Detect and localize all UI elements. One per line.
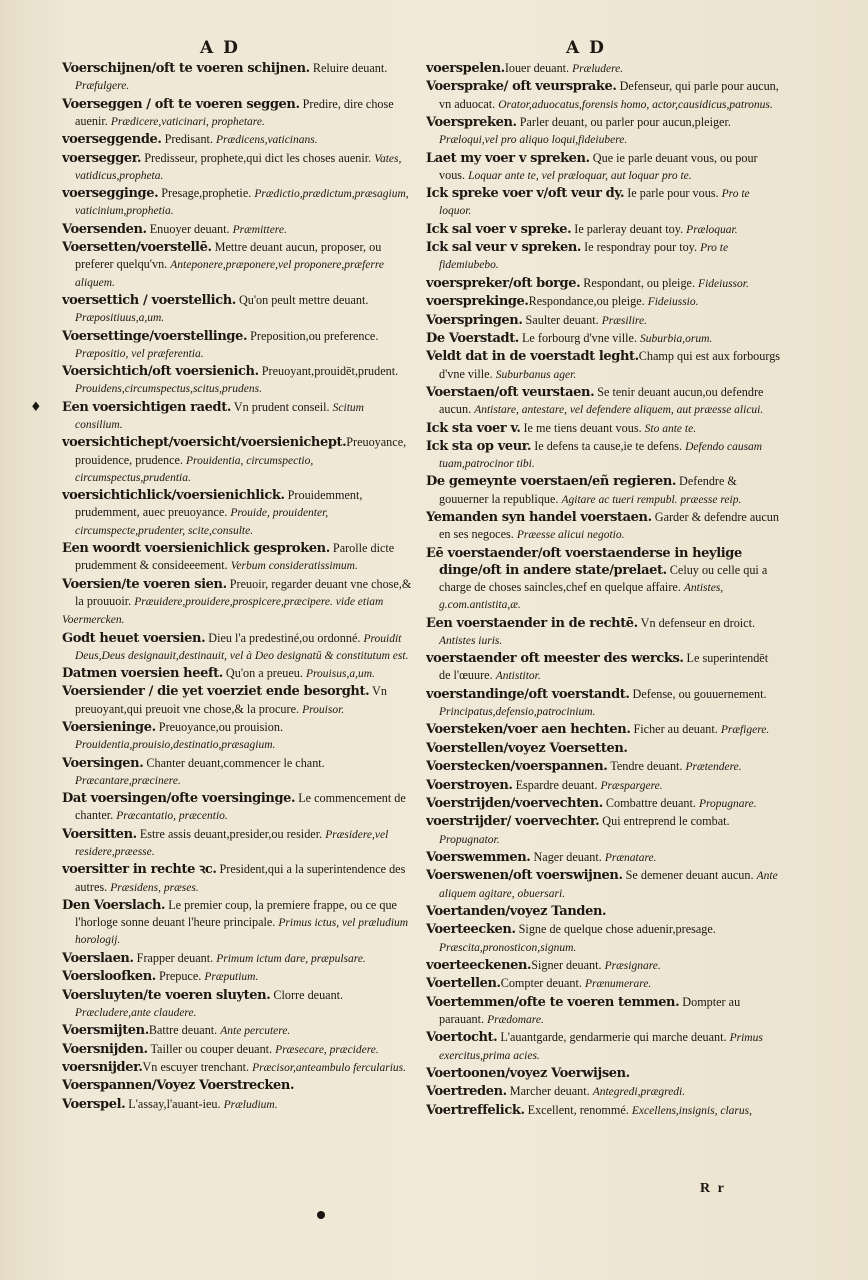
dictionary-entry: [426, 509, 782, 543]
entry-latin: Præsidens, præses.: [110, 881, 199, 894]
entry-headword: Ick sal veur v spreken.: [426, 240, 582, 256]
entry-french: Le forbourg d'vne ville.: [518, 330, 641, 345]
entry-headword: Laet my voer v spreken.: [426, 150, 590, 166]
entry-headword: Voersteken/voer aen hechten.: [426, 722, 631, 738]
margin-mark-icon: ♦: [30, 400, 42, 415]
dictionary-entry: [62, 487, 412, 539]
dictionary-entry: [62, 950, 412, 967]
dictionary-entry: [62, 328, 412, 362]
entry-french: Vn prudent conseil.: [230, 399, 333, 414]
entry-headword: Voersien/te voeren sien.: [62, 576, 227, 592]
entry-latin: Prouidit Deus,Deus designauit,destinauit, vel à Deo designatū & constitutum est.: [75, 632, 409, 662]
entry-french: Preuoir, regarder deuant vne chose,& la prouuoir.: [75, 576, 412, 608]
entry-latin: Prouidentia, circumspectio, circumspectus,prudentia.: [75, 454, 314, 484]
entry-headword: voerstandinge/oft voerstandt.: [426, 686, 630, 702]
entry-french: Frapper deuant.: [133, 950, 217, 965]
entry-french: Ie parleray deuant toy.: [571, 221, 687, 236]
entry-french: Preuoyance, prouidence, prudence.: [75, 435, 407, 467]
entry-headword: Voerswemmen.: [426, 850, 531, 865]
entry-headword: voerstaender oft meester des wercks.: [426, 651, 684, 667]
entry-latin: Prædicere,vaticinari, prophetare.: [110, 115, 265, 128]
dictionary-entry: [426, 1102, 782, 1119]
dictionary-entry: [426, 384, 782, 418]
entry-french: Presage,prophetie.: [158, 186, 255, 201]
entry-latin: Præfigere.: [720, 724, 770, 737]
dictionary-entry: [426, 185, 782, 219]
entry-french: Estre assis deuant,presider,ou resider.: [136, 826, 326, 841]
entry-french: Prouidemment, prudemment, auec preuoyance.: [75, 488, 363, 520]
entry-headword: Voersloofken.: [62, 969, 156, 985]
entry-headword: voersichtichlick/voersienichlick.: [62, 488, 285, 504]
entry-latin: Pro te fidemiubebo.: [439, 242, 729, 272]
entry-french: Signer deuant.: [531, 957, 605, 972]
entry-latin: Prouidens,circumspectus,scitus,prudens.: [75, 383, 262, 396]
entry-headword: Voerstaen/oft veurstaen.: [426, 384, 595, 400]
entry-headword: voerstrijder/ voervechter.: [426, 814, 600, 830]
entry-headword: Voertreffelick.: [426, 1102, 525, 1118]
right-column: [426, 60, 782, 1190]
entry-latin: Vates, vatidicus,propheta.: [75, 152, 402, 182]
entry-latin: Ante aliquem agitare, obuersari.: [439, 870, 778, 900]
entry-headword: Voerspel.: [62, 1096, 126, 1112]
entry-latin: Præludere.: [572, 63, 624, 75]
entry-latin: Verbum consideratissimum.: [230, 560, 358, 573]
entry-french: Vn defenseur en droict.: [637, 615, 756, 630]
dictionary-entry: [426, 867, 782, 901]
entry-headword: voerseggende.: [62, 132, 162, 148]
dictionary-entry: [426, 813, 782, 847]
entry-latin: Præuidere,prouidere,prospicere,præcipere. vide etiam: [134, 595, 384, 608]
dictionary-entry: [62, 1041, 412, 1058]
dictionary-entry: [62, 576, 412, 610]
entry-headword: Voerspannen/Voyez Voerstrecken.: [62, 1078, 295, 1094]
dictionary-entry: [62, 630, 412, 664]
entry-french: Vn preuoyant,qui preuoit vne chose,& la procure.: [75, 684, 387, 716]
entry-latin: Præludium.: [223, 1098, 278, 1111]
entry-headword: voersitter in rechte ꝛc.: [62, 862, 217, 878]
entry-headword: Voertemmen/ofte te voeren temmen.: [426, 994, 680, 1010]
entry-latin: Sto ante te.: [644, 422, 697, 435]
entry-latin: Voermercken.: [62, 614, 125, 627]
entry-headword: De Voerstadt.: [426, 330, 519, 346]
entry-latin: Præcantare,præcinere.: [75, 774, 181, 787]
entry-french: Dieu l'a predestiné,ou ordonné.: [205, 630, 364, 645]
dictionary-entry: [62, 239, 412, 291]
entry-headword: Voertanden/voyez Tanden.: [426, 903, 607, 919]
entry-headword: Voersprake/ oft veursprake.: [426, 79, 617, 95]
entry-headword: Een voersichtigen raedt.: [62, 399, 231, 415]
dictionary-entry: [426, 114, 782, 148]
entry-headword: Ick sta voer v.: [426, 420, 521, 436]
entry-french: Le commencement de chanter.: [75, 791, 406, 823]
entry-latin: Defendo causam tuam,patrocinor tibi.: [439, 440, 763, 471]
entry-latin: Antistes, g.com.antistita,æ.: [439, 582, 724, 612]
entry-french: Le superintendēt de l'œuure.: [439, 651, 769, 683]
dictionary-entry: [426, 545, 782, 614]
dictionary-entry: [426, 1065, 782, 1082]
dictionary-entry: [62, 96, 412, 130]
dictionary-entry: [426, 78, 782, 112]
entry-french: L'auantgarde, gendarmerie qui marche deuant.: [497, 1030, 730, 1045]
entry-french: Predisseur, prophete,qui dict les choses auenir.: [141, 150, 375, 165]
entry-latin: Prouisus,a,um.: [305, 668, 375, 681]
dictionary-entry: [62, 719, 412, 753]
entry-latin: Scitum consilium.: [75, 401, 364, 431]
dictionary-entry: [426, 957, 782, 974]
entry-french: Ie me tiens deuant vous.: [520, 420, 645, 435]
dictionary-entry: [62, 131, 412, 148]
entry-headword: Voerteecken.: [426, 922, 516, 938]
entry-latin: Præsignare.: [604, 959, 661, 972]
dictionary-entry: [62, 221, 412, 238]
entry-latin: Propugnator.: [439, 833, 500, 846]
entry-latin: Prouisor.: [302, 703, 345, 716]
entry-latin: Præputium.: [204, 971, 259, 984]
entry-french: Ie parle pour vous.: [624, 186, 722, 201]
entry-french: Celuy ou celle qui a charge de choses saincles,chef en quelque affaire.: [439, 562, 768, 595]
dictionary-entry: [426, 994, 782, 1028]
entry-latin: Antistare, antestare, vel defendere aliquem, aut præesse alicui.: [474, 404, 764, 417]
entry-headword: Voersieninge.: [62, 720, 156, 736]
dictionary-entry: [62, 1059, 412, 1076]
entry-french: Defendre & gouuerner la republique.: [439, 474, 737, 506]
dictionary-entry: [426, 293, 782, 310]
entry-headword: Voerseggen / oft te voeren seggen.: [62, 96, 300, 112]
entry-french: Espardre deuant.: [512, 777, 601, 792]
entry-headword: Voersnijden.: [62, 1041, 148, 1057]
entry-french: Tailler ou couper deuant.: [147, 1041, 276, 1056]
entry-french: Se demener deuant aucun.: [622, 868, 757, 883]
entry-headword: Voerstellen/voyez Voersetten.: [426, 740, 628, 756]
entry-french: Nager deuant.: [530, 850, 605, 864]
dictionary-entry: [426, 615, 782, 649]
entry-french: Enuoyer deuant.: [146, 221, 233, 236]
entry-french: Preuoyant,prouidēt,prudent.: [258, 364, 399, 379]
entry-french: Excellent, renommé.: [524, 1102, 632, 1117]
entry-latin: Præloquar.: [686, 223, 738, 236]
entry-french: Respondant, ou pleige.: [580, 275, 699, 290]
entry-latin: Prædictio,prædictum,præsagium, vaticinium,prophetia.: [75, 188, 409, 218]
entry-latin: Præspargere.: [600, 779, 663, 792]
dictionary-entry: [426, 239, 782, 273]
dictionary-entry: [426, 650, 782, 684]
entry-latin: Antistitor.: [495, 670, 541, 683]
entry-latin: Antistes iuris.: [439, 634, 503, 647]
dictionary-entry: [62, 755, 412, 789]
entry-french: Chanter deuant,commencer le chant.: [143, 755, 325, 770]
entry-latin: Prædomare.: [487, 1013, 544, 1026]
entry-french: Dompter au parauant.: [439, 994, 741, 1026]
dictionary-entry: [426, 1083, 782, 1100]
entry-latin: Præesse alicui negotio.: [516, 529, 625, 542]
entry-french: Vn escuyer trenchant.: [142, 1060, 253, 1074]
entry-french: Clorre deuant.: [270, 987, 344, 1002]
entry-headword: Een voerstaender in de rechtē.: [426, 615, 638, 631]
entry-latin: Præpositio, vel præferentia.: [75, 347, 204, 360]
dictionary-entry: [62, 363, 412, 397]
dictionary-entry: [62, 150, 412, 184]
entry-headword: voerspelen.: [426, 61, 505, 76]
entry-headword: Voersetten/voerstellē.: [62, 240, 212, 256]
entry-french: Garder & defendre aucun en ses negoces.: [439, 510, 779, 542]
entry-french: Preuoyance,ou prouision.: [155, 720, 284, 735]
dictionary-entry: [426, 438, 782, 472]
entry-latin: Agitare ac tueri rempubl. præesse reip.: [561, 493, 742, 506]
dictionary-entry: [426, 903, 782, 920]
entry-headword: Voersenden.: [62, 221, 147, 237]
entry-french: Que ie parle deuant vous, ou pour vous.: [439, 150, 758, 182]
entry-headword: Voerstroyen.: [426, 777, 513, 793]
dictionary-entry: [426, 1029, 782, 1063]
entry-french: Ie defens ta cause,ie te defens.: [531, 438, 686, 453]
dictionary-entry: [62, 1096, 412, 1113]
dictionary-entry: [426, 921, 782, 955]
entry-french: Ficher au deuant.: [630, 722, 721, 737]
entry-latin: Propugnare.: [698, 798, 757, 811]
dictionary-entry: [62, 185, 412, 219]
dictionary-entry: [426, 686, 782, 720]
entry-headword: Godt heuet voersien.: [62, 630, 206, 646]
entry-french: Saulter deuant.: [522, 312, 602, 327]
entry-headword: Dat voersingen/ofte voersinginge.: [62, 791, 296, 807]
dictionary-entry: [62, 1022, 412, 1039]
entry-french: Champ qui est aux forbourgs d'vne ville.: [439, 349, 781, 381]
entry-french: Iouer deuant.: [504, 61, 573, 75]
entry-headword: De gemeynte voerstaen/eñ regieren.: [426, 474, 676, 490]
dictionary-entry: [62, 968, 412, 985]
entry-french: Compter deuant.: [500, 976, 585, 991]
entry-latin: Primus ictus, vel præludium horologij.: [75, 917, 409, 947]
signature-mark: R r: [700, 1181, 726, 1196]
left-column: [62, 60, 412, 1190]
entry-headword: Veldt dat in de voerstadt leght.: [426, 349, 639, 365]
entry-headword: Voerslaen.: [62, 950, 134, 966]
entry-latin: Ante percutere.: [220, 1025, 291, 1038]
entry-latin: Prouidentia,prouisio,destinatio,præsagium.: [75, 739, 276, 752]
dictionary-entry: [62, 399, 412, 433]
dictionary-entry: [426, 721, 782, 738]
dictionary-entry: [426, 348, 782, 382]
entry-latin: Prænatare.: [604, 852, 657, 864]
dictionary-entry: [426, 312, 782, 329]
entry-latin: Orator,aduocatus,forensis homo, actor,causidicus,patronus.: [498, 98, 773, 111]
entry-latin: Præcisor,anteambulo fercularius.: [252, 1062, 407, 1074]
entry-latin: Suburbia,orum.: [640, 332, 713, 345]
entry-headword: Voerschijnen/oft te voeren schijnen.: [62, 61, 310, 76]
entry-french: Qui entreprend le combat.: [599, 814, 730, 829]
entry-headword: Voerstecken/voerspannen.: [426, 759, 608, 775]
dictionary-entry: [426, 221, 782, 238]
dictionary-entry: [426, 849, 782, 866]
entry-headword: Voersingen.: [62, 755, 144, 771]
entry-headword: Voersluyten/te voeren sluyten.: [62, 987, 271, 1003]
entry-french: Mettre deuant aucun, proposer, ou preferer quelqu'vn.: [75, 240, 382, 272]
running-header: [0, 38, 868, 62]
entry-latin: Loquar ante te, vel præloquar, aut loquar pro te.: [468, 169, 692, 182]
entry-french: Parler deuant, ou parler pour aucun,pleiger.: [516, 114, 731, 129]
entry-latin: Antegredi,prægredi.: [592, 1086, 686, 1099]
entry-headword: Voerstrijden/voervechten.: [426, 796, 603, 812]
entry-latin: Præsecare, præcidere.: [275, 1043, 379, 1056]
dictionary-entry: [426, 975, 782, 992]
entry-latin: Pro te loquor.: [439, 188, 750, 218]
entry-french: Reluire deuant.: [309, 61, 388, 75]
entry-french: Preposition,ou preference.: [247, 328, 379, 343]
entry-french: Defense, ou gouuernement.: [629, 686, 767, 701]
entry-latin: Fideiussor.: [698, 277, 749, 290]
dictionary-entry: [426, 420, 782, 437]
entry-french: Predire, dire chose auenir.: [75, 96, 394, 128]
entry-headword: voerteeckenen.: [426, 957, 532, 973]
entry-headword: Een woordt voersienichlick gesproken.: [62, 540, 330, 556]
entry-french: President,qui a la superintendence des autres.: [75, 862, 406, 894]
dictionary-entry: [62, 292, 412, 326]
dictionary-entry: [62, 861, 412, 895]
entry-latin: Primum ictum dare, præpulsare.: [216, 952, 366, 965]
dictionary-entry: [62, 683, 412, 717]
entry-latin: Præfulgere.: [75, 80, 130, 93]
entry-headword: Yemanden syn handel voerstaen.: [426, 510, 652, 526]
entry-headword: voerspreker/oft borge.: [426, 275, 581, 291]
dictionary-entry: [426, 758, 782, 775]
entry-french: Respondance,ou pleige.: [528, 294, 648, 309]
header-left: A D: [200, 38, 240, 58]
entry-french: Se tenir deuant aucun,ou defendre aucun.: [439, 384, 764, 417]
entry-headword: Eē voerstaender/oft voerstaenderse in heylige dinge/oft in andere state/prelaet.: [426, 545, 742, 578]
entry-headword: Voerspringen.: [426, 312, 523, 328]
entry-latin: Prænumerare.: [584, 978, 652, 991]
entry-headword: Ick spreke voer v/oft veur dy.: [426, 186, 625, 202]
entry-headword: voersegginge.: [62, 186, 159, 202]
entry-headword: voersettich / voerstellich.: [62, 292, 236, 308]
dictionary-entry: [62, 987, 412, 1021]
dictionary-entry: [62, 665, 412, 682]
entry-headword: Voertellen.: [426, 976, 501, 992]
dictionary-entry: [62, 897, 412, 949]
entry-latin: Præcantatio, præcentio.: [116, 810, 228, 823]
entry-french: L'assay,l'auant-ieu.: [125, 1096, 224, 1111]
entry-headword: Datmen voersien heeft.: [62, 666, 223, 682]
dictionary-entry: [62, 1077, 412, 1094]
entry-latin: Præsidere,vel residere,præesse.: [75, 828, 389, 859]
dictionary-entry: [426, 473, 782, 507]
entry-french: Battre deuant.: [148, 1023, 221, 1038]
header-right: A D: [566, 38, 606, 58]
entry-french: Le premier coup, la premiere frappe, ou ce que l'horloge sonne deuant l'heure principale.: [75, 898, 397, 930]
entry-french: Parolle dicte prudemment & consideeement.: [75, 540, 395, 573]
entry-headword: voersichtichept/voersicht/voersienichept.: [62, 435, 347, 451]
entry-latin: Præcludere,ante claudere.: [75, 1006, 197, 1019]
entry-french: Prepuce.: [155, 969, 205, 984]
dictionary-entry: [62, 60, 412, 94]
entry-latin: Præmittere.: [232, 223, 287, 236]
entry-french: Combattre deuant.: [602, 796, 699, 811]
entry-headword: Voertreden.: [426, 1084, 507, 1100]
entry-latin: Prouide, prouidenter, circumspecte,prudenter, scite,consulte.: [75, 507, 329, 537]
entry-french: Marcher deuant.: [506, 1084, 593, 1099]
entry-french: Signe de quelque chose aduenir,presage.: [515, 922, 716, 937]
entry-headword: Voersichtich/oft voersienich.: [62, 364, 259, 380]
entry-headword: Den Voerslach.: [62, 898, 166, 914]
dictionary-entry: [62, 434, 412, 486]
entry-french: Predisant.: [161, 132, 217, 147]
dictionary-entry: [426, 777, 782, 794]
dictionary-entry: [426, 275, 782, 292]
entry-headword: Voerswenen/oft voerswijnen.: [426, 868, 623, 884]
dictionary-entry: [426, 330, 782, 347]
entry-headword: Voertoonen/voyez Voerwijsen.: [426, 1065, 630, 1081]
entry-headword: Voertocht.: [426, 1030, 498, 1046]
entry-headword: voersprekinge.: [426, 294, 529, 310]
entry-headword: Voersettinge/voerstellinge.: [62, 328, 248, 344]
dictionary-entry: [426, 740, 782, 757]
entry-latin: Suburbanus ager.: [495, 368, 577, 381]
entry-latin: Præloqui,vel pro aliquo loqui,fideiubere.: [439, 134, 628, 147]
entry-headword: voersegger.: [62, 150, 142, 166]
entry-latin: Prætendere.: [685, 761, 742, 774]
entry-headword: Ick sal voer v spreke.: [426, 221, 572, 237]
entry-headword: Voersitten.: [62, 826, 137, 842]
entry-latin: Principatus,defensio,patrocinium.: [439, 706, 596, 719]
dictionary-entry: [426, 150, 782, 184]
entry-latin: Primus exercitus,prima acies.: [439, 1032, 763, 1062]
dictionary-entry: [62, 540, 412, 574]
ink-dot-icon: [317, 1211, 325, 1219]
entry-latin: Prædicens,vaticinans.: [216, 134, 318, 147]
dictionary-entry: [62, 826, 412, 860]
dictionary-entry: [62, 611, 412, 628]
entry-latin: Fideiussio.: [647, 296, 699, 309]
entry-headword: Ick sta op veur.: [426, 438, 532, 454]
entry-latin: Præscita,pronosticon,signum.: [439, 941, 577, 954]
entry-latin: Præpositiuus,a,um.: [75, 312, 165, 325]
entry-latin: Anteponere,præponere,vel proponere,præferre aliquem.: [75, 259, 385, 289]
entry-latin: Præsilire.: [601, 314, 647, 327]
dictionary-entry: [426, 795, 782, 812]
entry-french: Tendre deuant.: [607, 759, 686, 774]
entry-french: Ie respondray pour toy.: [581, 240, 701, 255]
entry-headword: Voerspreken.: [426, 114, 517, 130]
entry-french: Qu'on a preueu.: [222, 666, 306, 681]
entry-headword: voersnijder.: [62, 1060, 143, 1075]
entry-headword: Voersiender / die yet voerziet ende besorght.: [62, 684, 370, 700]
dictionary-entry: [62, 790, 412, 824]
entry-headword: Voersmijten.: [62, 1023, 149, 1039]
dictionary-entry: [426, 60, 782, 77]
entry-french: Defenseur, qui parle pour aucun, vn aduocat.: [439, 79, 779, 111]
entry-latin: Excellens,insignis, clarus,: [631, 1104, 752, 1117]
entry-french: Qu'on peult mettre deuant.: [235, 292, 369, 307]
